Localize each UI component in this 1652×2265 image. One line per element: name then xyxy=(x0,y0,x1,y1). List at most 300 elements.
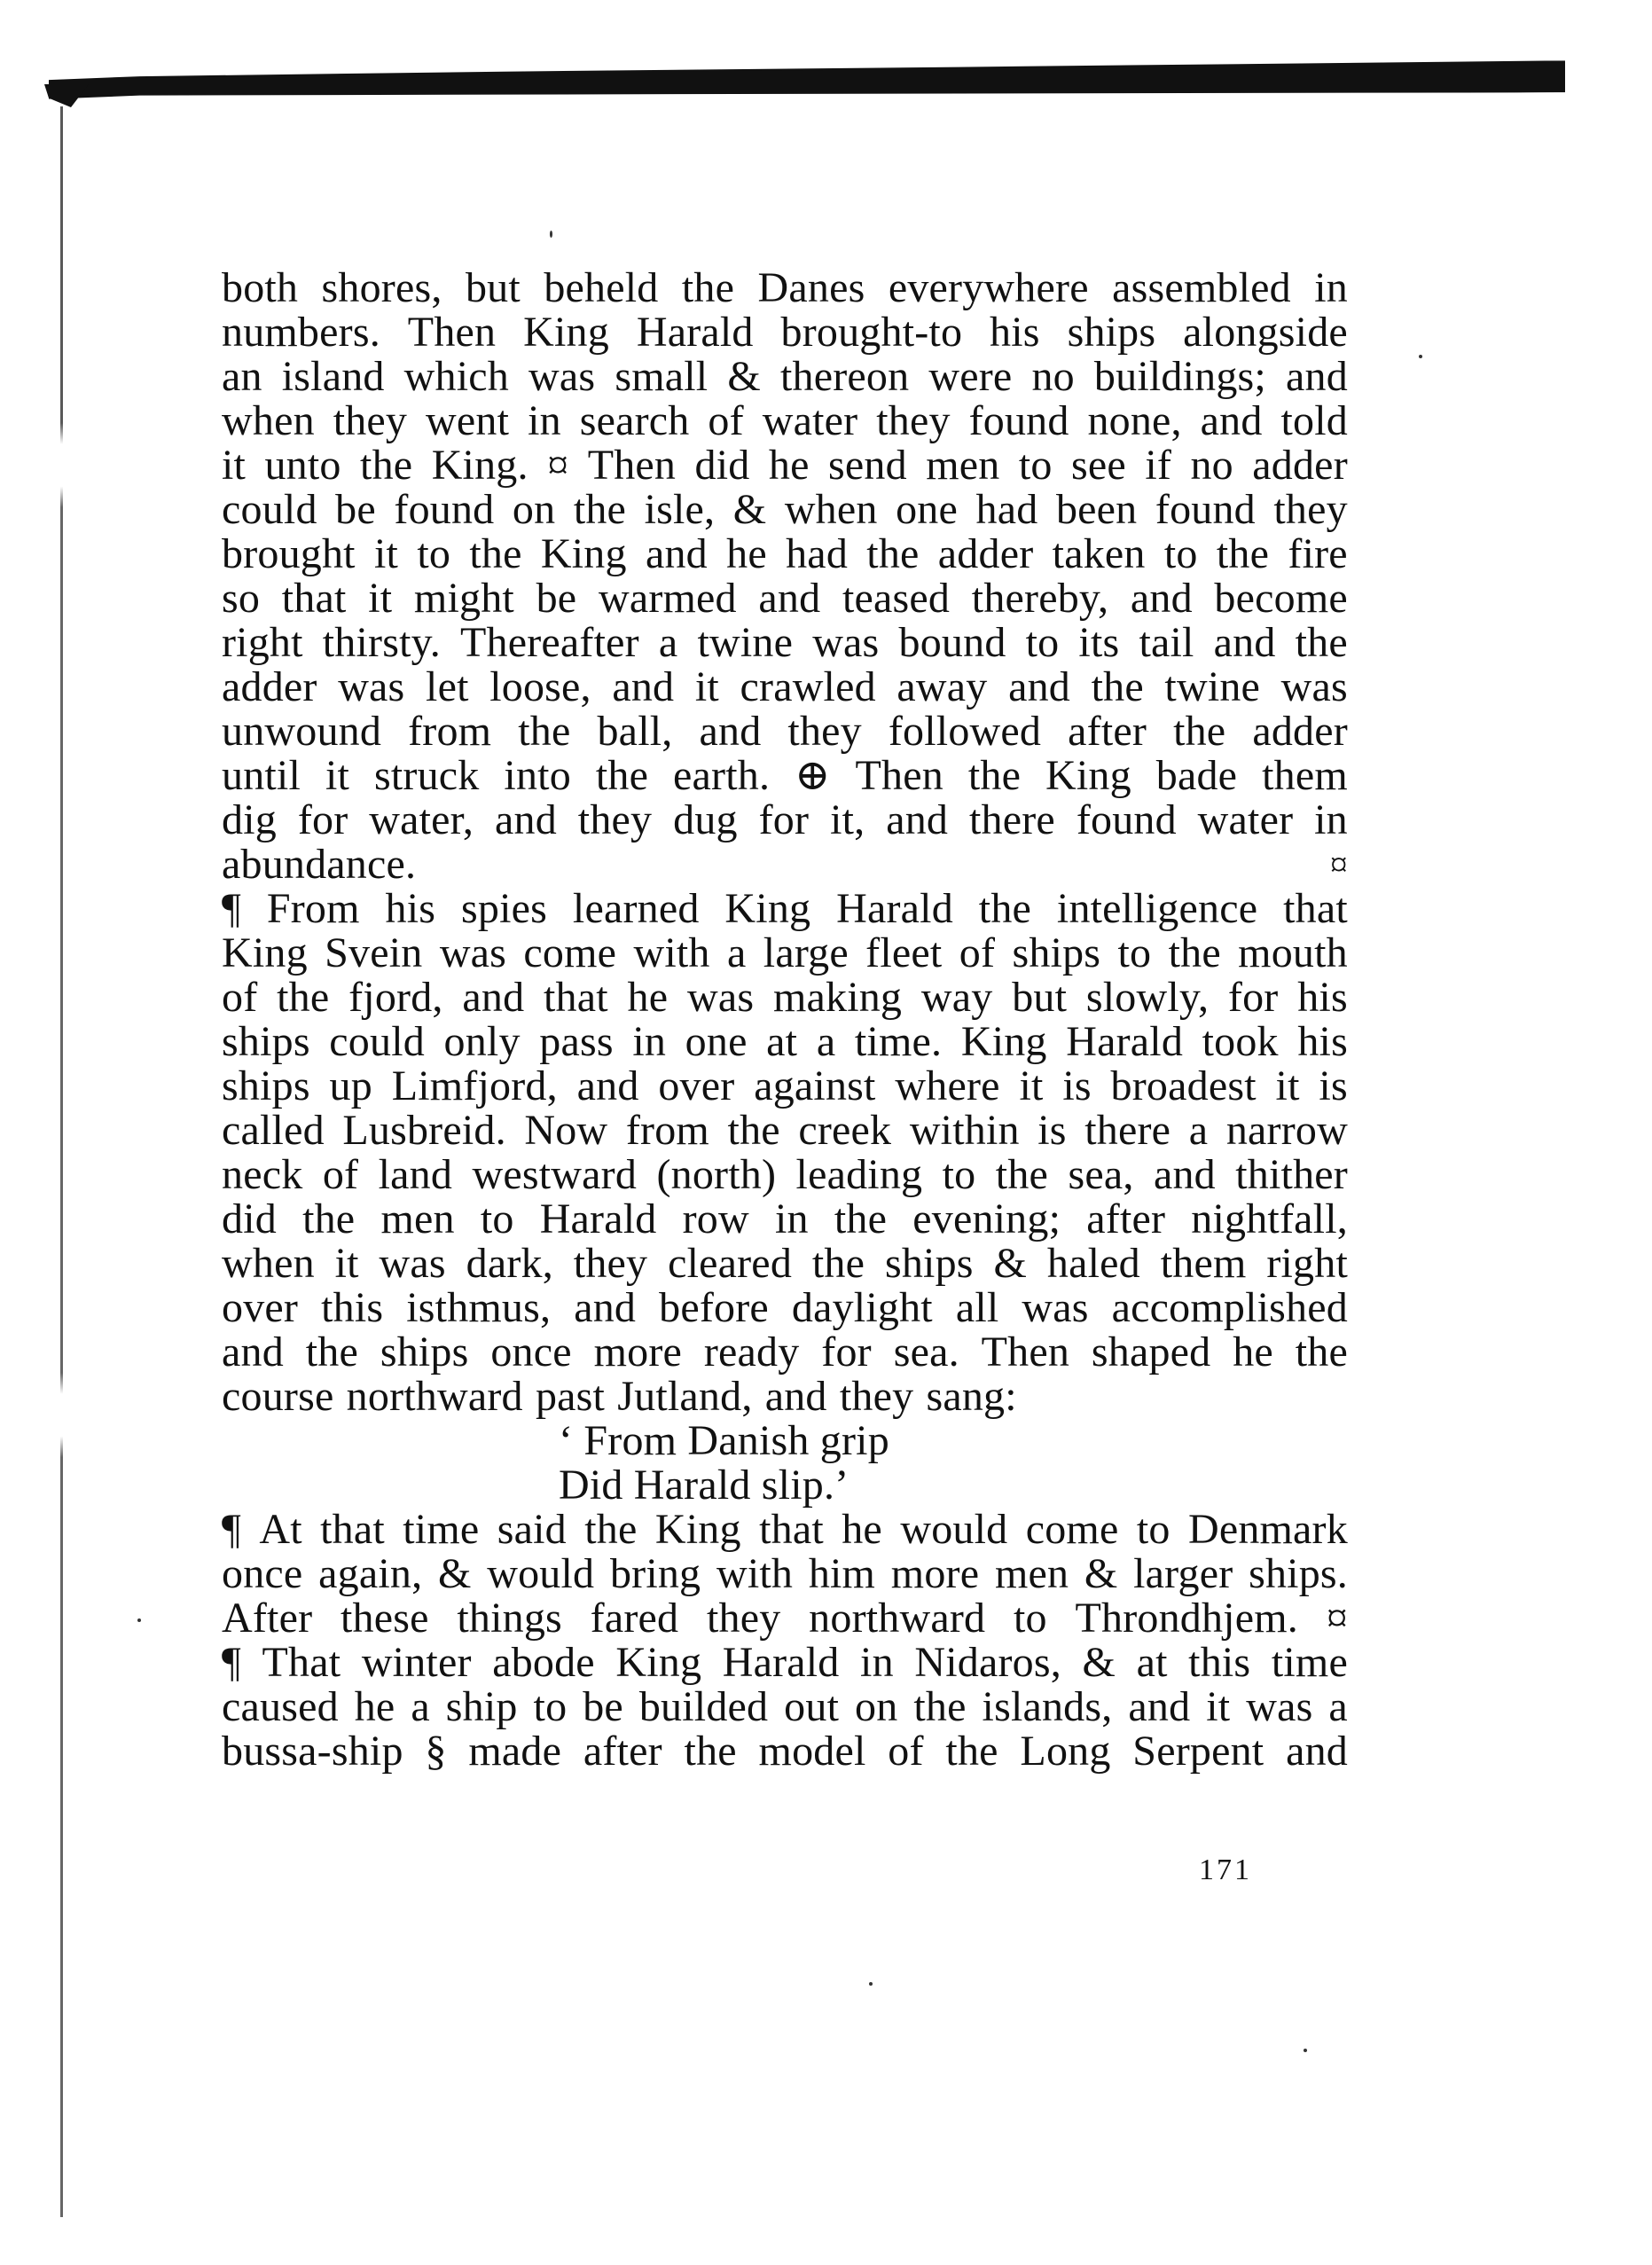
verse-line: Did Harald slip.’ xyxy=(559,1462,849,1509)
word: islands, xyxy=(982,1683,1113,1730)
word: did xyxy=(694,442,750,489)
word: and xyxy=(495,796,557,843)
text-line xyxy=(222,1552,1348,1596)
word: and xyxy=(645,530,708,577)
word: ship xyxy=(445,1683,518,1730)
word: had xyxy=(975,486,1038,533)
word: King xyxy=(222,929,308,976)
word: and xyxy=(576,1062,639,1109)
word: it, xyxy=(830,796,865,843)
word: this xyxy=(321,1284,384,1331)
word: and xyxy=(574,1284,637,1331)
word: where xyxy=(895,1062,1000,1109)
word: & xyxy=(993,1240,1028,1287)
top-black-rule xyxy=(49,60,1565,98)
word: numbers. xyxy=(222,309,380,356)
word: things xyxy=(457,1595,562,1642)
word: dark, xyxy=(466,1240,553,1287)
word: in xyxy=(528,397,561,444)
word: was xyxy=(686,974,755,1021)
word: is xyxy=(1037,1107,1067,1154)
word: thither xyxy=(1235,1151,1348,1198)
word: to xyxy=(533,1683,568,1730)
word: sea, xyxy=(1068,1151,1134,1198)
word: leading xyxy=(795,1151,923,1198)
word: shores, xyxy=(321,264,442,311)
word: his xyxy=(1297,1018,1348,1065)
word: to xyxy=(942,1151,976,1198)
word: in xyxy=(1314,796,1348,843)
word: the xyxy=(913,1683,967,1730)
word: a xyxy=(658,619,678,666)
word: time xyxy=(1271,1639,1348,1686)
word: is xyxy=(1319,1062,1348,1109)
word: King xyxy=(523,309,609,356)
word: assembled xyxy=(1112,264,1291,311)
word: everywhere xyxy=(888,264,1089,311)
word: Harald xyxy=(539,1195,657,1242)
word: see xyxy=(1071,442,1126,489)
word: adder xyxy=(937,530,1034,577)
word: search xyxy=(579,397,690,444)
word: ⊕ xyxy=(795,752,831,799)
word: found xyxy=(968,397,1069,444)
word: ¶ xyxy=(222,885,241,932)
word: ¶ xyxy=(222,1506,241,1553)
word: its xyxy=(1078,619,1120,666)
word: to xyxy=(1163,530,1198,577)
word: he xyxy=(726,530,767,577)
word: shaped xyxy=(1091,1328,1211,1375)
word: slowly, xyxy=(1085,974,1210,1021)
word: over xyxy=(658,1062,735,1109)
word: water, xyxy=(369,796,474,843)
word: they xyxy=(1273,486,1348,533)
word: a xyxy=(1188,1107,1209,1154)
word: did xyxy=(222,1195,277,1242)
word: and xyxy=(1286,1728,1348,1775)
word: when xyxy=(222,1240,315,1287)
word: it xyxy=(694,663,719,710)
word: neck xyxy=(222,1151,303,1198)
word: Denmark xyxy=(1187,1506,1348,1553)
word: them xyxy=(1160,1240,1247,1287)
word: ¶ xyxy=(222,1639,241,1686)
word: & xyxy=(437,1550,472,1597)
word: this xyxy=(1188,1639,1251,1686)
word: twine xyxy=(1164,663,1261,710)
paragraph-end-ornament: ¤ xyxy=(1329,844,1348,884)
word: haled xyxy=(1046,1240,1140,1287)
text-line xyxy=(222,266,1348,310)
word: for xyxy=(758,796,810,843)
word: both xyxy=(222,264,299,311)
word: isthmus, xyxy=(406,1284,552,1331)
word: from xyxy=(408,708,492,755)
word: if xyxy=(1145,442,1172,489)
word: to xyxy=(1025,619,1060,666)
word: went xyxy=(426,397,510,444)
word: Harald xyxy=(1066,1018,1184,1065)
word: after xyxy=(1086,1195,1166,1242)
word: it xyxy=(1019,1062,1044,1109)
word: Harald xyxy=(636,309,754,356)
word: one xyxy=(685,1018,748,1065)
word: Then xyxy=(855,752,943,799)
word: and xyxy=(886,796,949,843)
word: that xyxy=(1283,885,1348,932)
word: the xyxy=(811,1240,865,1287)
word: the xyxy=(360,442,413,489)
word: no xyxy=(1190,442,1233,489)
word: had xyxy=(786,530,849,577)
word: of xyxy=(222,974,258,1021)
page-number: 171 xyxy=(1199,1854,1252,1886)
word: bring xyxy=(609,1550,701,1597)
word: unto xyxy=(264,442,341,489)
word: intelligence xyxy=(1056,885,1258,932)
word: ¤ xyxy=(1326,1595,1348,1642)
word: caused xyxy=(222,1683,339,1730)
word: and xyxy=(1153,1151,1216,1198)
word: they xyxy=(787,708,862,755)
word: Svein xyxy=(325,929,423,976)
text-line xyxy=(222,310,1348,355)
word: was xyxy=(379,1240,446,1287)
text-line xyxy=(222,1641,1348,1685)
word: found xyxy=(1155,486,1256,533)
verse-line: ‘ From Danish grip xyxy=(559,1417,889,1464)
word: it xyxy=(325,752,350,799)
binding-edge-line xyxy=(60,106,63,2217)
word: was xyxy=(1022,1284,1089,1331)
word: nightfall, xyxy=(1191,1195,1348,1242)
word: isle, xyxy=(644,486,716,533)
text-line xyxy=(222,1596,1348,1641)
word: adder xyxy=(222,663,317,710)
word: be xyxy=(583,1683,623,1730)
word: for xyxy=(1227,974,1279,1021)
word: told xyxy=(1280,397,1348,444)
word: spies xyxy=(461,885,548,932)
word: water xyxy=(1197,796,1294,843)
word: and xyxy=(1213,619,1276,666)
word: ¤ xyxy=(547,442,569,489)
word: a xyxy=(816,1018,836,1065)
word: bade xyxy=(1155,752,1238,799)
word: him xyxy=(808,1550,876,1597)
word: the xyxy=(1173,708,1226,755)
word: way xyxy=(920,974,993,1021)
word: to xyxy=(1018,442,1053,489)
word: become xyxy=(1214,575,1348,622)
word: these xyxy=(341,1595,429,1642)
word: ball, xyxy=(597,708,673,755)
word: his xyxy=(990,309,1040,356)
word: right xyxy=(222,619,303,666)
word: on xyxy=(512,486,556,533)
word: buildings; xyxy=(1093,353,1266,400)
word: come xyxy=(523,929,617,976)
word: ready xyxy=(703,1328,800,1375)
word: the xyxy=(681,264,735,311)
word: was xyxy=(439,929,507,976)
word: King xyxy=(1045,752,1131,799)
word: they xyxy=(573,1240,648,1287)
word: until xyxy=(222,752,301,799)
word: none, xyxy=(1087,397,1182,444)
word: was xyxy=(812,619,880,666)
word: beheld xyxy=(544,264,659,311)
word: it xyxy=(374,530,399,577)
word: which xyxy=(403,353,509,400)
word: for xyxy=(297,796,348,843)
word: taken xyxy=(1052,530,1146,577)
word: more xyxy=(593,1328,683,1375)
word: be xyxy=(335,486,376,533)
text-line xyxy=(222,355,1348,399)
word: for xyxy=(821,1328,872,1375)
word: fjord, xyxy=(348,974,443,1021)
word: King xyxy=(724,885,811,932)
word: mouth xyxy=(1238,929,1348,976)
word: in xyxy=(1314,264,1348,311)
word: and xyxy=(699,708,762,755)
word: he xyxy=(354,1683,395,1730)
text-line xyxy=(222,976,1348,1020)
text-line xyxy=(222,399,1348,443)
word: but xyxy=(465,264,521,311)
word: from xyxy=(625,1107,709,1154)
word: and xyxy=(222,1328,284,1375)
word: an xyxy=(222,353,262,400)
word: the xyxy=(1295,619,1348,666)
word: § xyxy=(425,1728,447,1775)
word: and xyxy=(1130,575,1193,622)
word: and xyxy=(758,575,821,622)
word: and xyxy=(462,974,525,1021)
word: come xyxy=(1025,1506,1119,1553)
word: in xyxy=(774,1195,809,1242)
word: land xyxy=(378,1151,453,1198)
word: found xyxy=(394,486,495,533)
word: making xyxy=(772,974,903,1021)
word: time. xyxy=(854,1018,943,1065)
word: was xyxy=(1280,663,1348,710)
text-line xyxy=(222,1242,1348,1286)
word: but xyxy=(1012,974,1068,1021)
text-line xyxy=(222,532,1348,576)
word: broadest xyxy=(1110,1062,1257,1109)
word: is xyxy=(1062,1062,1092,1109)
word: fire xyxy=(1288,530,1348,577)
text-line xyxy=(222,887,1348,931)
word: when xyxy=(784,486,878,533)
word: could xyxy=(329,1018,425,1065)
word: the xyxy=(945,1728,998,1775)
word: accomplished xyxy=(1111,1284,1348,1331)
word: in xyxy=(632,1018,667,1065)
word: alongside xyxy=(1183,309,1348,356)
word: to xyxy=(1013,1595,1047,1642)
text-line xyxy=(222,798,1348,843)
word: of xyxy=(888,1728,924,1775)
word: at xyxy=(1136,1639,1168,1686)
word: that xyxy=(544,974,608,1021)
word: teased xyxy=(842,575,951,622)
text-line xyxy=(222,754,1348,798)
word: Thereafter xyxy=(459,619,639,666)
word: once xyxy=(222,1550,303,1597)
word: after xyxy=(583,1728,662,1775)
word: his xyxy=(385,885,436,932)
word: made xyxy=(468,1728,562,1775)
text-line xyxy=(222,1508,1348,1552)
word: model xyxy=(758,1728,866,1775)
word: creek xyxy=(798,1107,892,1154)
word: they xyxy=(706,1595,781,1642)
body-text xyxy=(222,266,1348,1774)
word: it xyxy=(222,442,247,489)
word: a xyxy=(411,1683,430,1730)
word: to xyxy=(480,1195,514,1242)
word: & xyxy=(1082,1639,1116,1686)
word: could xyxy=(222,486,317,533)
word: King xyxy=(540,530,627,577)
text-line xyxy=(222,1064,1348,1109)
word: the xyxy=(1091,663,1144,710)
word: loose, xyxy=(489,663,591,710)
word: the xyxy=(727,1107,780,1154)
word: to xyxy=(417,530,451,577)
word: he xyxy=(842,1506,882,1553)
word: (north) xyxy=(656,1151,777,1198)
word: right xyxy=(1266,1240,1348,1287)
word: he xyxy=(1233,1328,1273,1375)
word: Lusbreid. xyxy=(342,1107,506,1154)
word: daylight xyxy=(791,1284,933,1331)
word: Long xyxy=(1020,1728,1111,1775)
word: northward xyxy=(809,1595,986,1642)
word: be xyxy=(536,575,577,622)
word: struck xyxy=(373,752,480,799)
word: adder xyxy=(1252,708,1348,755)
word: to xyxy=(1136,1506,1170,1553)
word: small xyxy=(615,353,709,400)
text-line xyxy=(222,1153,1348,1197)
word: larger xyxy=(1133,1550,1233,1597)
word: the xyxy=(305,1328,358,1375)
word: they xyxy=(876,397,951,444)
word: he xyxy=(768,442,810,489)
word: was xyxy=(1246,1683,1313,1730)
word: King xyxy=(960,1018,1047,1065)
text-line xyxy=(222,1729,1348,1774)
word: after xyxy=(1068,708,1147,755)
word: followed xyxy=(888,708,1042,755)
word: there xyxy=(969,796,1055,843)
word: thirsty. xyxy=(322,619,441,666)
word: the xyxy=(469,530,522,577)
word: a xyxy=(726,929,747,976)
word: the xyxy=(573,486,627,533)
word: over xyxy=(222,1284,299,1331)
word: ships xyxy=(222,1018,310,1065)
word: called xyxy=(222,1107,325,1154)
word: fleet xyxy=(865,929,943,976)
word: and xyxy=(1128,1683,1191,1730)
word: and xyxy=(1200,397,1263,444)
word: once xyxy=(490,1328,572,1375)
word: twine xyxy=(697,619,794,666)
word: evening; xyxy=(912,1195,1061,1242)
word: when xyxy=(222,397,315,444)
word: and xyxy=(1286,353,1348,400)
word: was xyxy=(528,353,596,400)
word: winter xyxy=(361,1639,472,1686)
word: so xyxy=(222,575,261,622)
word: with xyxy=(633,929,710,976)
word: ships xyxy=(222,1062,310,1109)
word: dug xyxy=(673,796,738,843)
word: Danes xyxy=(757,264,865,311)
word: narrow xyxy=(1225,1107,1348,1154)
word: before xyxy=(659,1284,769,1331)
word: the xyxy=(584,1506,638,1553)
word: island xyxy=(281,353,385,400)
word: the xyxy=(1295,1328,1348,1375)
text-line: course northward past Jutland, and they sang: xyxy=(222,1373,1017,1420)
word: away xyxy=(896,663,988,710)
word: time xyxy=(403,1506,480,1553)
text-line xyxy=(222,665,1348,709)
word: his xyxy=(1297,974,1348,1021)
text-line-paragraph-end: abundance. ¤ xyxy=(222,841,1348,888)
word: fared xyxy=(590,1595,679,1642)
word: At xyxy=(259,1506,302,1553)
word: ships xyxy=(1012,929,1101,976)
word: of xyxy=(959,929,996,976)
word: Now xyxy=(524,1107,608,1154)
word: a xyxy=(1328,1683,1348,1730)
word: large xyxy=(763,929,849,976)
word: might xyxy=(413,575,514,622)
word: were xyxy=(928,353,1013,400)
word: tail xyxy=(1139,619,1194,666)
word: it xyxy=(1206,1683,1231,1730)
word: been xyxy=(1055,486,1138,533)
word: there xyxy=(1084,1107,1171,1154)
word: the xyxy=(995,1151,1049,1198)
word: crawled xyxy=(740,663,876,710)
word: thereby, xyxy=(971,575,1109,622)
word: King. xyxy=(431,442,528,489)
word: thereon xyxy=(779,353,910,400)
word: bussa-ship xyxy=(222,1728,403,1775)
word: that xyxy=(759,1506,824,1553)
word: let xyxy=(426,663,469,710)
word: water xyxy=(762,397,858,444)
word: & xyxy=(732,486,767,533)
word: adder xyxy=(1252,442,1348,489)
word: the xyxy=(967,752,1022,799)
word: Harald xyxy=(836,885,953,932)
word: the xyxy=(1216,530,1270,577)
word: abode xyxy=(492,1639,595,1686)
word: ships xyxy=(380,1328,469,1375)
text-line xyxy=(222,1685,1348,1729)
word: to xyxy=(1117,929,1152,976)
